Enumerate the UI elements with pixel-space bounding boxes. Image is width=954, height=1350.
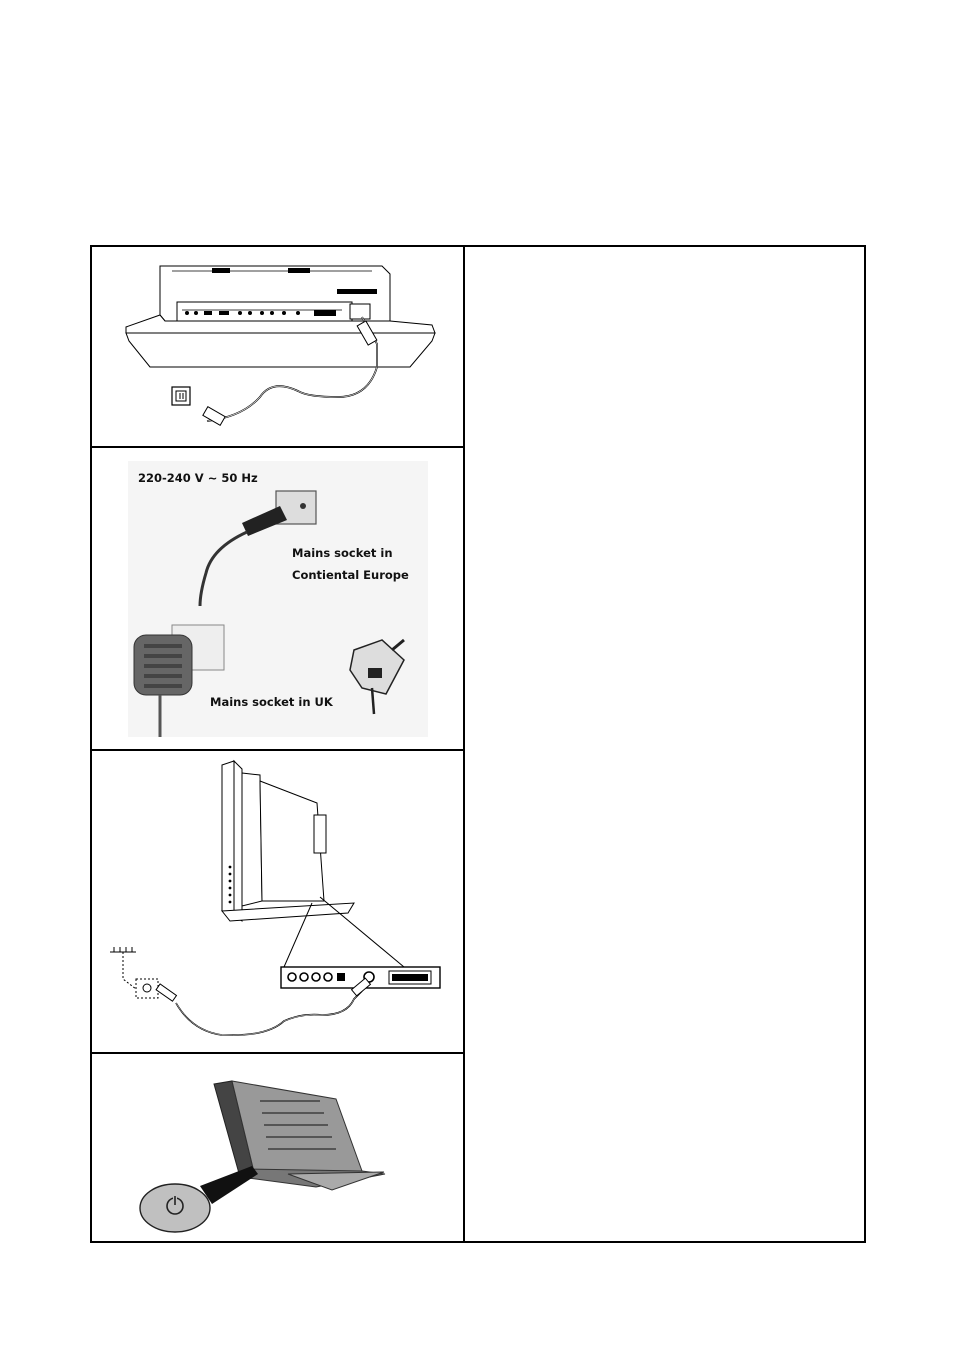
description-column [465,247,862,1239]
mains-plug-illustration [92,448,463,749]
tv-rear-power-connection-illustration [92,247,463,446]
voltage-label: 220-240 V ~ 50 Hz [138,471,258,485]
figure-tv-rear-power-cord [92,247,463,446]
illustration-table [90,245,864,1241]
europe-socket-label-line1: Mains socket in [292,546,393,560]
figure-mains-sockets [92,448,463,749]
figure-power-button [92,1054,463,1239]
power-button-illustration [92,1054,463,1239]
uk-socket-label: Mains socket in UK [210,695,333,709]
europe-socket-label-line2: Contiental Europe [292,568,409,582]
figure-antenna-connection [92,751,463,1052]
antenna-cable-connection-illustration [92,751,463,1052]
